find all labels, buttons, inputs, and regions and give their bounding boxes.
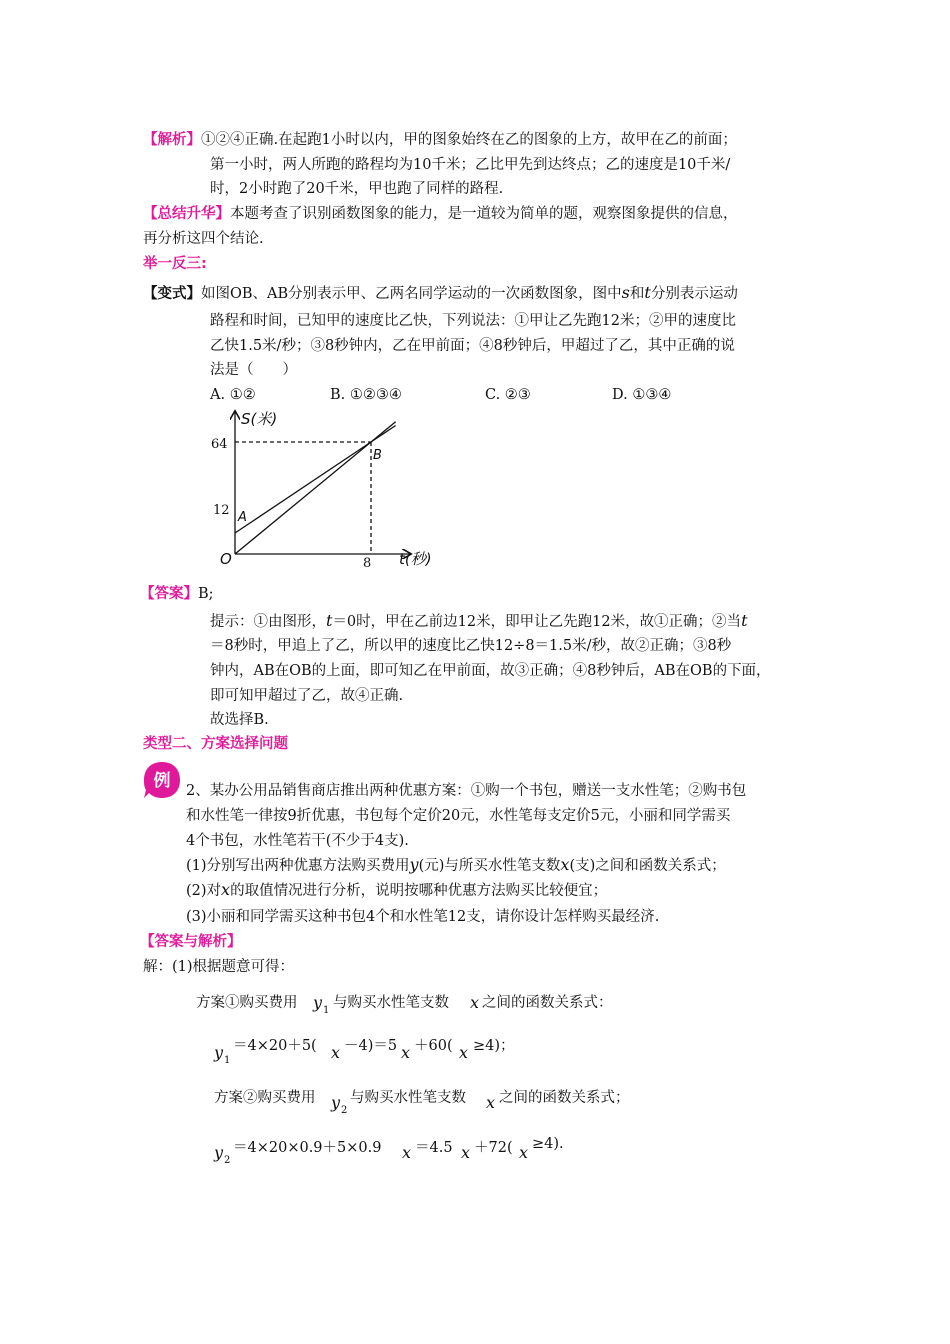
origin-label: O: [220, 550, 232, 568]
hint-text-1a: 提示：①由图形，: [210, 614, 326, 630]
variant-var-s: s: [621, 283, 630, 302]
question-1: [186, 855, 726, 876]
plan1-text-a: 方案①购买费用: [196, 995, 298, 1011]
eq2-var-x3: x: [519, 1143, 529, 1162]
question-1-text-b: (元)与所买水性笔支数: [418, 858, 561, 874]
variant-line-4: 法是（ ）: [210, 362, 297, 378]
eq2-sub: 2: [224, 1155, 231, 1166]
example-badge-text: 例: [153, 771, 171, 791]
plan2-text-c: 之间的函数关系式；: [499, 1090, 630, 1106]
x-axis-label: t(秒): [399, 550, 432, 568]
eq2-text-c: ＋72(: [474, 1140, 513, 1156]
eq2-text-b: ＝4.5: [415, 1140, 453, 1156]
question-1-var-y: y: [409, 855, 419, 874]
question-1-text-c: (支)之间和函数关系式；: [569, 858, 726, 874]
chart-marks: [235, 422, 396, 554]
hint-line-2: ＝8秒时，甲追上了乙，所以甲的速度比乙快12÷8＝1.5米/秒，故②正确；③8秒: [210, 638, 732, 654]
answer-tag: 【答案】: [140, 586, 198, 602]
hint-line-3: 钟内，AB在OB的上面，即可知乙在甲前面，故③正确；④8秒钟后，AB在OB的下面，: [210, 663, 771, 679]
summary-tag: 【总结升华】: [143, 206, 230, 222]
eq2-var-x2: x: [461, 1143, 471, 1162]
example-line-2: 和水性笔一律按9折优惠，书包每个定价20元，水性笔每支定价5元，小丽和同学需买: [186, 808, 731, 824]
plan1-text-b: 与购买水性笔支数: [333, 995, 449, 1011]
eq1-var-x3: x: [459, 1043, 469, 1062]
analysis-line-3: 时，2小时跑了20千米，甲也跑了同样的路程.: [210, 181, 504, 197]
point-label-b: B: [373, 448, 382, 463]
x-tick-8: 8: [363, 556, 372, 571]
variant-line-1: [143, 283, 738, 304]
answer-line: [140, 584, 214, 604]
plan1-text-c: 之间的函数关系式：: [482, 995, 613, 1011]
eq2-var-x1: x: [402, 1143, 412, 1162]
example-line-3: 4个书包，水性笔若干(不少于4支).: [186, 833, 409, 849]
eq1-sub: 1: [224, 1055, 231, 1066]
question-2: [186, 880, 607, 901]
option-b: B. ①②③④: [330, 387, 402, 403]
analysis-text-1: ①②④正确.在起跑1小时以内，甲的图象始终在乙的图象的上方，故甲在乙的前面；: [201, 132, 737, 148]
point-label-a: A: [238, 510, 247, 525]
hint-line-1: [210, 611, 748, 632]
y-tick-12: 12: [213, 503, 230, 518]
eq1-text-b: －4)＝5: [344, 1038, 398, 1054]
question-2-var-x: x: [221, 880, 231, 899]
eq2-text-a: ＝4×20×0.9＋5×0.9: [233, 1140, 382, 1156]
question-3: (3)小丽和同学需买这种书包4个和水性笔12支，请你设计怎样购买最经济.: [186, 909, 660, 925]
variant-text-1c: 分别表示运动: [650, 286, 738, 302]
summary-line-1: [143, 204, 738, 224]
hint-text-1b: ＝0时，甲在乙前边12米，即甲让乙先跑12米，故①正确；②当: [332, 614, 742, 630]
variant-line-3: 乙快1.5米/秒；③8秒钟内，乙在甲前面；④8秒钟后，甲超过了乙，其中正确的说: [210, 338, 735, 354]
answer-value: B;: [198, 586, 214, 602]
plan1-var-y: y: [313, 993, 323, 1012]
variant-text-1b: 和: [629, 286, 645, 302]
practice-heading: 举一反三:: [143, 256, 207, 272]
eq1-text-c: ＋60(: [414, 1038, 453, 1054]
eq2-var-y: y: [214, 1143, 224, 1162]
question-2-text-a: (2)对: [186, 883, 222, 899]
plan2-var-y: y: [331, 1093, 341, 1112]
hint-line-5: 故选择B.: [210, 712, 269, 728]
plan1-var-x: x: [470, 993, 480, 1012]
plan2-sub: 2: [341, 1105, 348, 1116]
question-1-text-a: (1)分别写出两种优惠方法购买费用: [186, 858, 410, 874]
eq1-var-x2: x: [401, 1043, 411, 1062]
plan1-sub: 1: [323, 1005, 330, 1016]
plan2-text-b: 与购买水性笔支数: [350, 1090, 466, 1106]
eq2-text-d: ≥4).: [532, 1136, 564, 1152]
variant-line-2: 路程和时间，已知甲的速度比乙快，下列说法：①甲让乙先跑12米；②甲的速度比: [210, 313, 736, 329]
eq1-var-y: y: [214, 1043, 224, 1062]
summary-text-1: 本题考查了识别函数图象的能力，是一道较为简单的题，观察图象提供的信息，: [230, 206, 738, 222]
hint-var-t: t: [326, 611, 333, 630]
summary-line-2: 再分析这四个结论.: [143, 231, 264, 247]
y-axis-label: S(米): [241, 410, 278, 428]
eq1-text-d: ≥4)；: [473, 1038, 515, 1054]
variant-var-t: t: [644, 283, 651, 302]
type-heading: 类型二、方案选择问题: [143, 736, 288, 752]
y-tick-64: 64: [211, 437, 228, 452]
question-1-var-x: x: [560, 855, 570, 874]
analysis-line-1: [143, 130, 737, 150]
eq1-var-x1: x: [331, 1043, 341, 1062]
plan2-var-x: x: [486, 1093, 496, 1112]
option-c: C. ②③: [485, 387, 531, 403]
question-2-text-b: 的取值情况进行分析，说明按哪种优惠方法购买比较便宜；: [230, 883, 608, 899]
option-d: D. ①③④: [612, 387, 672, 403]
hint-var-t2: t: [741, 611, 748, 630]
analysis-line-2: 第一小时，两人所跑的路程均为10千米；乙比甲先到达终点；乙的速度是10千米/: [210, 157, 731, 173]
eq1-text-a: ＝4×20＋5(: [233, 1038, 317, 1054]
variant-tag: 【变式】: [143, 286, 201, 302]
motion-graph: [205, 406, 455, 576]
option-a: A. ①②: [210, 387, 256, 403]
plan2-text-a: 方案②购买费用: [214, 1090, 316, 1106]
solution-tag: 【答案与解析】: [140, 934, 242, 950]
analysis-tag: 【解析】: [143, 132, 201, 148]
variant-text-1a: 如图OB、AB分别表示甲、乙两名同学运动的一次函数图象，图中: [201, 286, 622, 302]
example-badge-icon: [142, 760, 182, 800]
hint-line-4: 即可知甲超过了乙，故④正确.: [210, 688, 404, 704]
solution-intro: 解：(1)根据题意可得：: [143, 959, 295, 975]
example-line-1: 2、某办公用品销售商店推出两种优惠方案：①购一个书包，赠送一支水性笔；②购书包: [186, 783, 747, 799]
